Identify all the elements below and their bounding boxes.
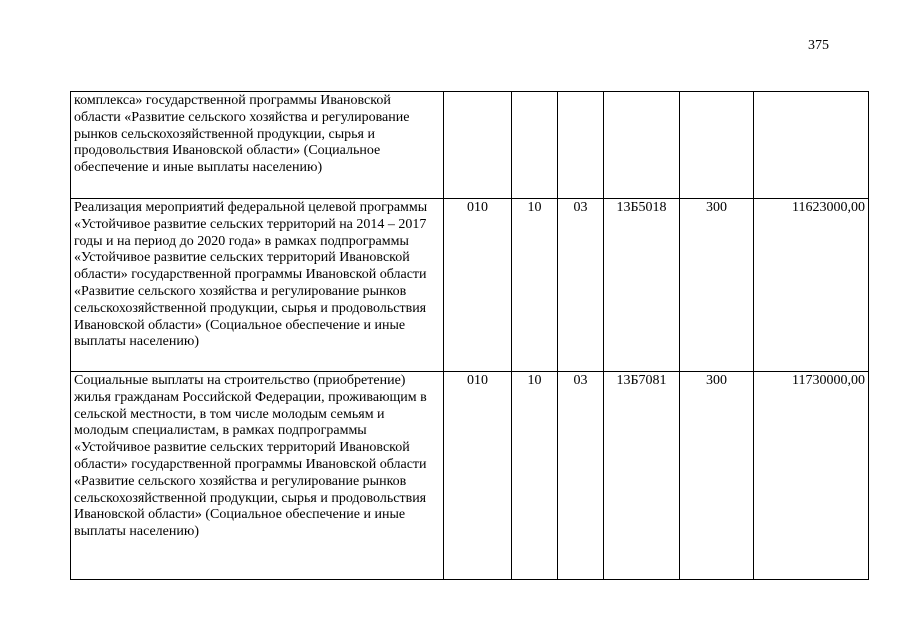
cell-subsection xyxy=(558,92,604,199)
table-row xyxy=(71,92,869,199)
cell-subsection: 03 xyxy=(558,199,604,372)
cell-expense-type xyxy=(680,92,754,199)
cell-name: Реализация мероприятий федеральной целевой программы «Устойчивое развитие сельских территорий на 2014 – 2017 годы и на период до 2020 года» в рамках подпрограммы «Устойчивое развитие сельских территорий Ивановской области» государственной программы Ивановской области «Развитие сельского хозяйства и регулирование рынков сельскохозяйственной продукции, сырья и продовольствия Ивановской области» (Социальное обеспечение и иные выплаты населению) xyxy=(71,199,444,372)
cell-target: 13Б7081 xyxy=(604,372,680,580)
cell-code: 010 xyxy=(444,372,512,580)
cell-target: 13Б5018 xyxy=(604,199,680,372)
cell-code: 010 xyxy=(444,199,512,372)
budget-table xyxy=(70,91,869,580)
cell-section xyxy=(512,92,558,199)
cell-target xyxy=(604,92,680,199)
cell-amount xyxy=(754,92,869,199)
cell-subsection: 03 xyxy=(558,372,604,580)
cell-name: комплекса» государственной программы Ивановской области «Развитие сельского хозяйства и регулирование рынков сельскохозяйственной продукции, сырья и продовольствия Ивановской области» (Социальное обеспечение и иные выплаты населению) xyxy=(71,92,444,199)
table-row xyxy=(71,199,869,372)
cell-code xyxy=(444,92,512,199)
cell-section: 10 xyxy=(512,372,558,580)
table-row xyxy=(71,372,869,580)
page-number: 375 xyxy=(808,38,829,53)
cell-amount: 11623000,00 xyxy=(754,199,869,372)
cell-name: Социальные выплаты на строительство (приобретение) жилья гражданам Российской Федерации, проживающим в сельской местности, в том числе молодым семьям и молодым специалистам, в рамках подпрограммы «Устойчивое развитие сельских территорий Ивановской области» государственной программы Ивановской области «Развитие сельского хозяйства и регулирование рынков сельскохозяйственной продукции, сырья и продовольствия Ивановской области» (Социальное обеспечение и иные выплаты населению) xyxy=(71,372,444,580)
cell-amount: 11730000,00 xyxy=(754,372,869,580)
cell-expense-type: 300 xyxy=(680,199,754,372)
cell-section: 10 xyxy=(512,199,558,372)
cell-expense-type: 300 xyxy=(680,372,754,580)
